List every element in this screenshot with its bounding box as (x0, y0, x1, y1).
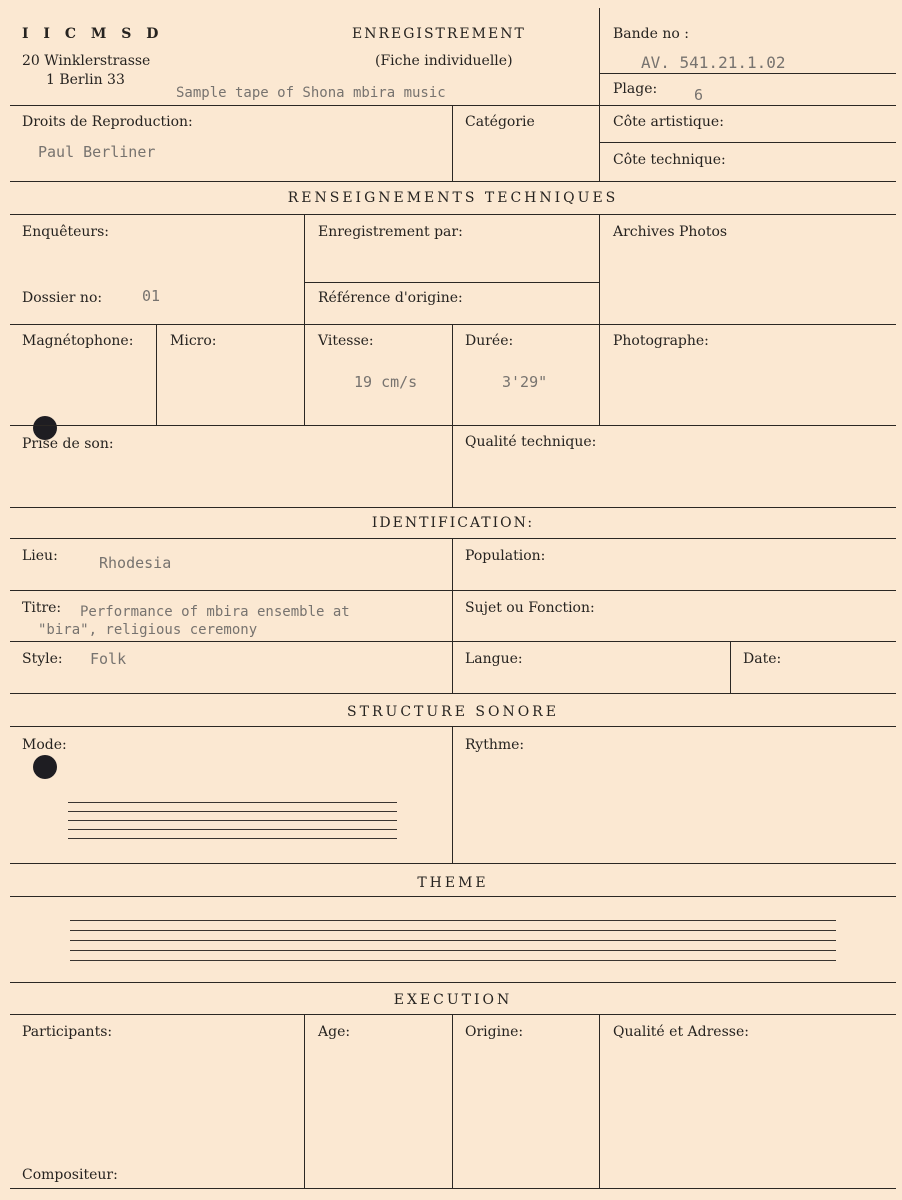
address-line-1: 20 Winklerstrasse (22, 53, 151, 69)
date-label: Date: (743, 651, 782, 667)
form-title: ENREGISTREMENT (352, 26, 526, 42)
section-title-structure: STRUCTURE SONORE (347, 704, 559, 720)
lieu-value: Rhodesia (99, 554, 172, 572)
section-title-execution: EXECUTION (393, 992, 513, 1008)
droits-label: Droits de Reproduction: (22, 114, 193, 130)
enregistrement-par-label: Enregistrement par: (318, 224, 463, 240)
duree-value: 3'29" (502, 373, 548, 391)
plage-value: 6 (694, 86, 704, 104)
cote-artistique-label: Côte artistique: (613, 114, 724, 130)
vitesse-label: Vitesse: (318, 333, 374, 349)
titre-value-line-1: Performance of mbira ensemble at (80, 604, 350, 620)
categorie-label: Catégorie (465, 114, 535, 130)
section-title-theme: THEME (417, 875, 489, 891)
punch-hole-bottom (33, 755, 57, 779)
plage-label: Plage: (613, 81, 658, 97)
droits-value: Paul Berliner (38, 143, 156, 161)
participants-label: Participants: (22, 1024, 113, 1040)
org-logo-text: I I C M S D (22, 26, 164, 42)
section-title-technique: RENSEIGNEMENTS TECHNIQUES (287, 190, 619, 206)
address-line-2: 1 Berlin 33 (46, 72, 125, 88)
cote-technique-label: Côte technique: (613, 152, 726, 168)
bande-value: AV. 541.21.1.02 (641, 53, 786, 72)
compositeur-label: Compositeur: (22, 1167, 118, 1183)
population-label: Population: (465, 548, 546, 564)
micro-label: Micro: (170, 333, 217, 349)
bande-label: Bande no : (613, 26, 689, 42)
style-value: Folk (90, 650, 127, 668)
sujet-fonction-label: Sujet ou Fonction: (465, 600, 595, 616)
qualite-adresse-label: Qualité et Adresse: (613, 1024, 749, 1040)
rythme-label: Rythme: (465, 737, 525, 753)
section-title-identification: IDENTIFICATION: (371, 515, 535, 531)
mode-label: Mode: (22, 737, 67, 753)
duree-label: Durée: (465, 333, 514, 349)
origine-label: Origine: (465, 1024, 524, 1040)
magnetophone-label: Magnétophone: (22, 333, 134, 349)
lieu-label: Lieu: (22, 548, 58, 564)
titre-value-line-2: "bira", religious ceremony (38, 622, 258, 638)
vitesse-value: 19 cm/s (354, 373, 418, 391)
form-subtitle: (Fiche individuelle) (375, 53, 513, 69)
dossier-label: Dossier no: (22, 290, 103, 306)
prise-de-son-label: Prise de son: (22, 436, 114, 452)
titre-label: Titre: (22, 600, 62, 616)
dossier-value: 01 (142, 287, 161, 305)
tape-description: Sample tape of Shona mbira music (176, 85, 446, 101)
qualite-technique-label: Qualité technique: (465, 434, 597, 450)
langue-label: Langue: (465, 651, 523, 667)
photographe-label: Photographe: (613, 333, 709, 349)
style-label: Style: (22, 651, 63, 667)
age-label: Age: (318, 1024, 351, 1040)
archives-photos-label: Archives Photos (613, 224, 728, 240)
enqueteurs-label: Enquêteurs: (22, 224, 110, 240)
reference-origine-label: Référence d'origine: (318, 290, 463, 306)
